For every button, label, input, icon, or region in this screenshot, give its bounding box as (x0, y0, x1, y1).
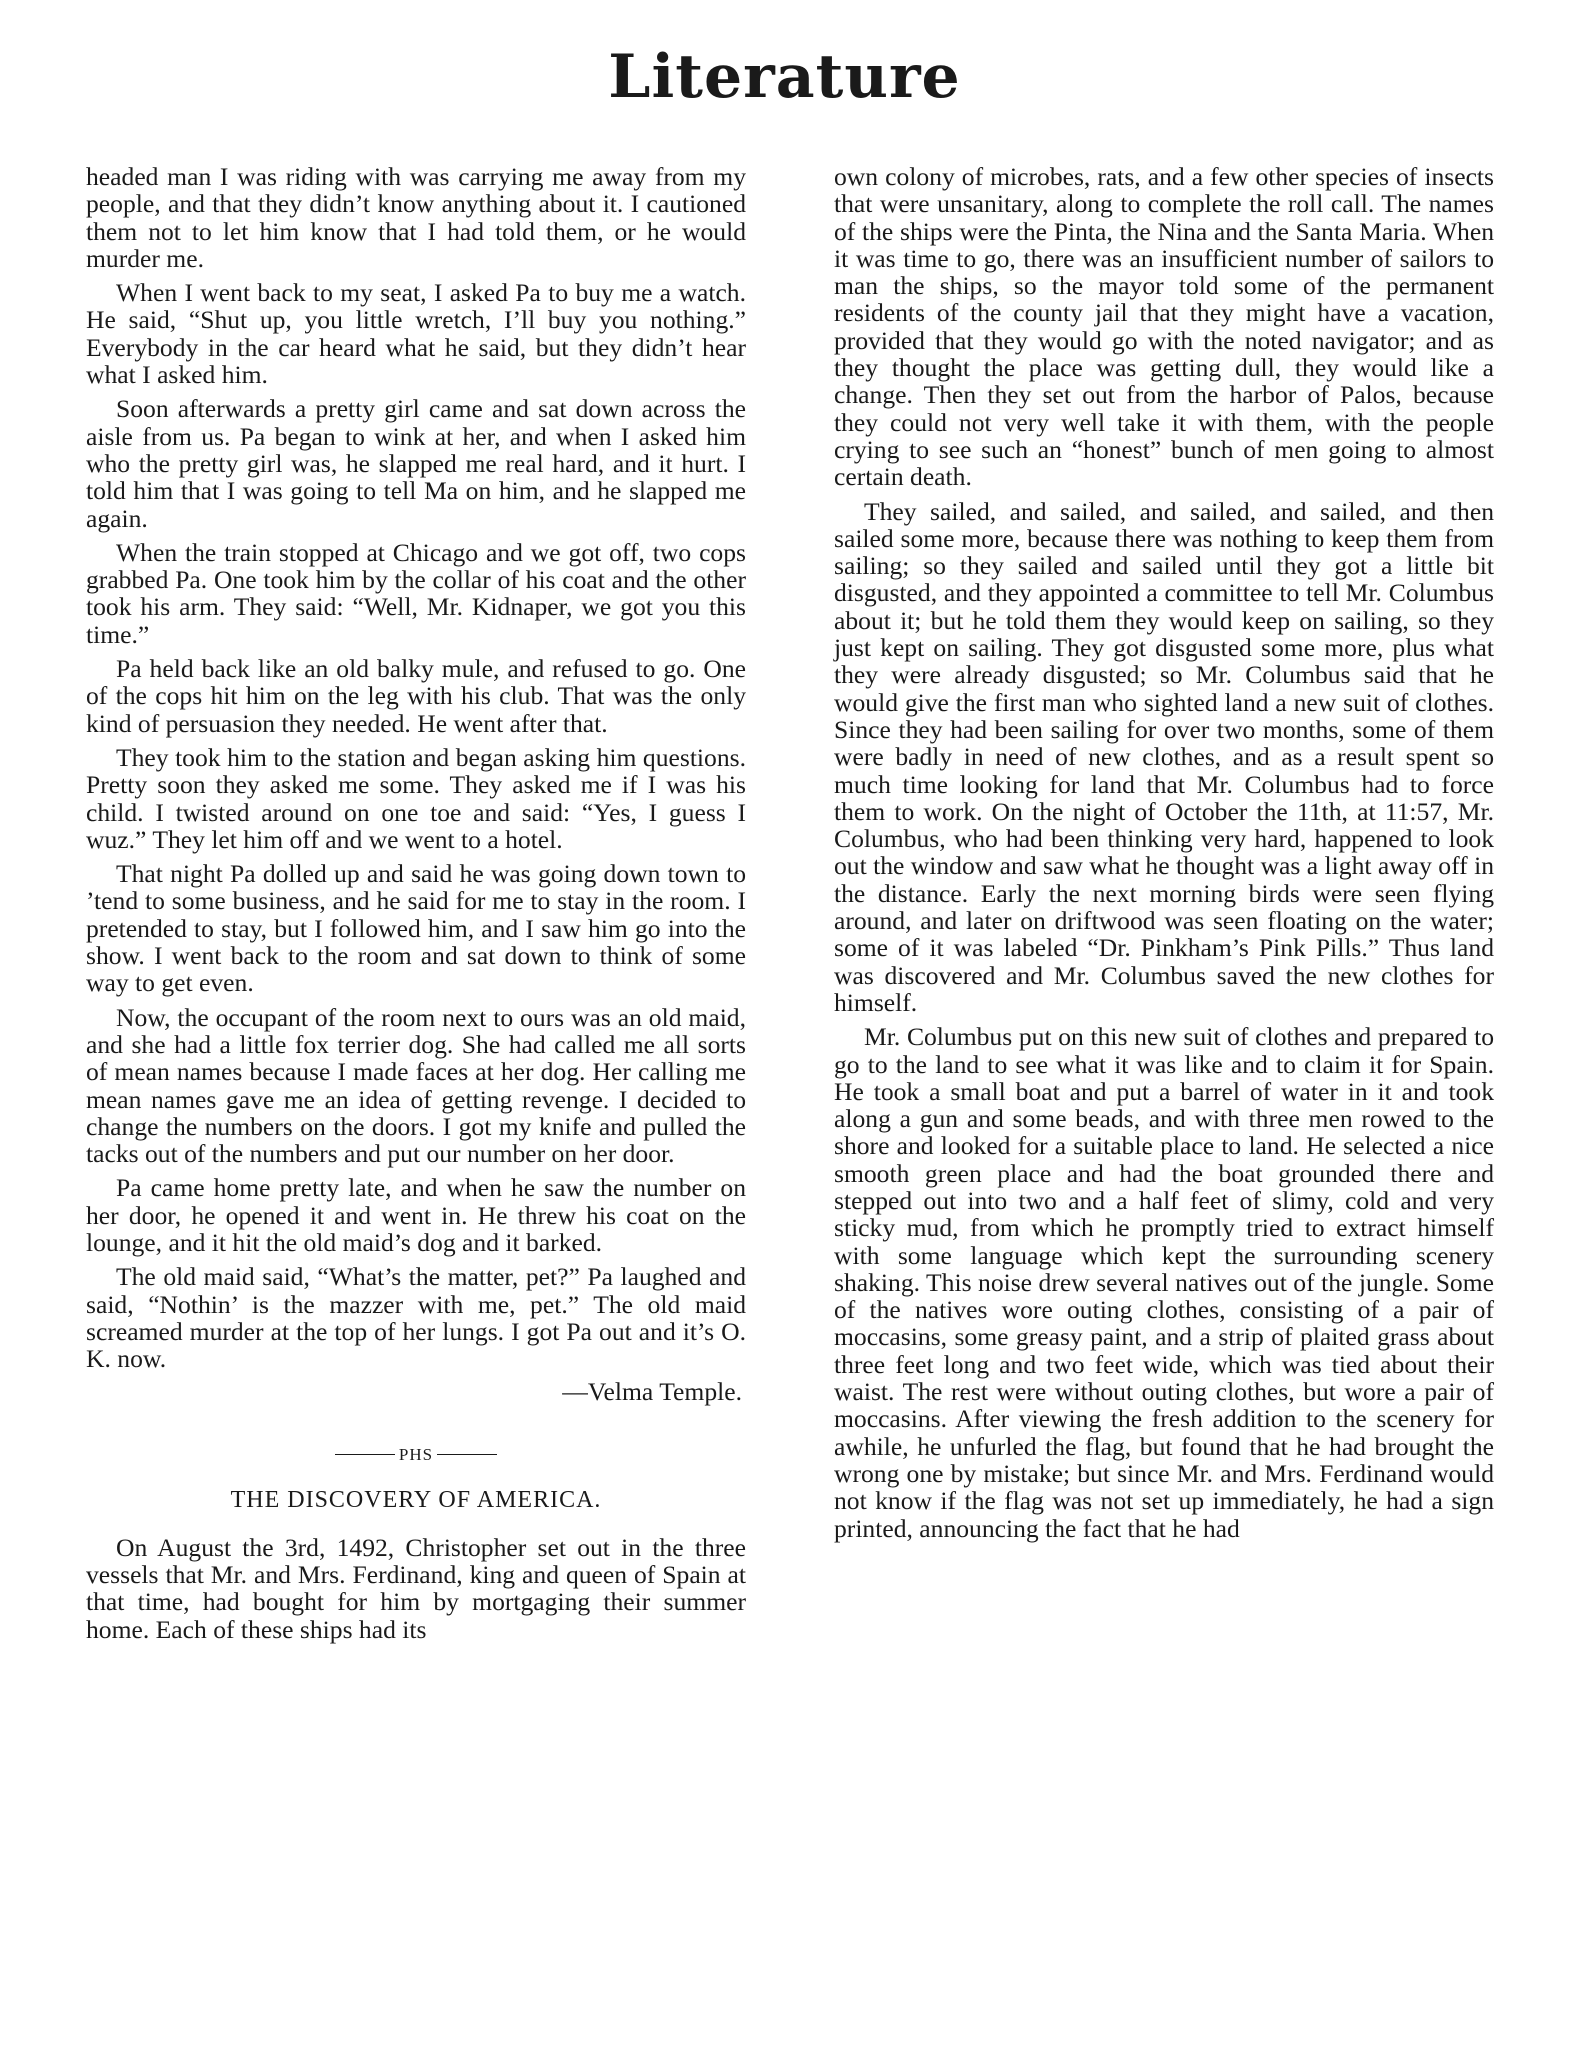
separator-rule-right (437, 1454, 497, 1455)
separator-label: PHS (398, 1445, 434, 1465)
left-column (86, 163, 746, 1650)
paragraph: own colony of microbes, rats, and a few other species of insects that were unsanitary, along to complete the roll call. The names of the ships were the Pinta, the Nina and the Santa Maria. When it was time to go, there was an insufficient number of sailors to man the ships, so the mayor told some of the permanent residents of the county jail that they might have a vacation, provided that they would go with the noted navigator; and as they thought the place was getting dull, they would like a change. Then they set out from the harbor of Palos, because they could not very well take it with them, with the people crying to see such an “honest” bunch of men going to almost certain death. (834, 162, 1494, 492)
paragraph: Soon afterwards a pretty girl came and sat down across the aisle from us. Pa began to wink at her, and when I asked him who the pretty girl was, he slapped me real hard, and it hurt. I told him that I was going to tell Ma on him, and he slapped me again. (86, 394, 746, 533)
paragraph: On August the 3rd, 1492, Christopher set out in the three vessels that Mr. and Mrs. Ferdinand, king and queen of Spain at that time, had bought for him by mortgaging their summer home. Each of these ships had its (86, 1532, 746, 1644)
paragraph: Now, the occupant of the room next to ours was an old maid, and she had a little fox terrier dog. She had called me all sorts of mean names because I made faces at her dog. Her calling me mean names gave me an idea of getting revenge. I decided to change the numbers on the doors. I got my knife and pulled the tacks out of the numbers and put our number on her door. (86, 1002, 746, 1169)
paragraph: They sailed, and sailed, and sailed, and sailed, and then sailed some more, because there was nothing to keep them from sailing; so they sailed and sailed until they got a little bit disgusted, and they appointed a committee to tell Mr. Columbus about it; but he told them they would keep on sailing, so they just kept on sailing. They got disgusted some more, plus what they were already disgusted; so Mr. Columbus said that he would give the first man who sighted land a new suit of clothes. Since they had been sailing for over two months, some of them were badly in need of new clothes, and as a result spent so much time looking for land that Mr. Columbus had to force them to work. On the night of October the 11th, at 11:57, Mr. Columbus, who had been thinking very hard, happened to look out the window and saw what he thought was a light away off in the distance. Early the next morning birds were seen flying around, and later on driftwood was seen floating on the water; some of it was labeled “Dr. Pinkham’s Pink Pills.” Thus land was discovered and Mr. Columbus saved the new clothes for himself. (834, 496, 1494, 1017)
paragraph: Pa came home pretty late, and when he saw the number on her door, he opened it and went in. He threw his coat on the lounge, and it hit the old maid’s dog and it barked. (86, 1173, 746, 1257)
paragraph: The old maid said, “What’s the matter, pet?” Pa laughed and said, “Nothin’ is the mazzer with me, pet.” The old maid screamed murder at the top of her lungs. I got Pa out and it’s O. K. now. (86, 1262, 746, 1374)
section-heading: THE DISCOVERY OF AMERICA. (230, 1486, 602, 1513)
right-column (834, 163, 1494, 1549)
paragraph: When I went back to my seat, I asked Pa to buy me a watch. He said, “Shut up, you little wretch, I’ll buy you nothing.” Everybody in the car heard what he said, but they didn’t hear what I asked him. (86, 278, 746, 390)
paragraph: Pa held back like an old balky mule, and refused to go. One of the cops hit him on the leg with his club. That was the only kind of persuasion they needed. He went after that. (86, 654, 746, 738)
page-title: Literature (608, 42, 961, 112)
paragraph: That night Pa dolled up and said he was going down town to ’tend to some business, and he said for me to stay in the room. I pretended to stay, but I followed him, and I saw him go into the show. I went back to the room and sat down to think of some way to get even. (86, 859, 746, 998)
section-separator (86, 1440, 746, 1469)
separator-rule-left (335, 1454, 395, 1455)
author-signature: —Velma Temple. (562, 1377, 742, 1407)
paragraph: They took him to the station and began asking him questions. Pretty soon they asked me some. They asked me if I was his child. I twisted around on one toe and said: “Yes, I guess I wuz.” They let him off and we went to a hotel. (86, 742, 746, 854)
paragraph: Mr. Columbus put on this new suit of clothes and prepared to go to the land to see what it was like and to claim it for Spain. He took a small boat and put a barrel of water in it and took along a gun and some beads, and with three men rowed to the shore and looked for a suitable place to land. He selected a nice smooth green place and had the boat grounded there and stepped out into two and a half feet of slimy, cold and very sticky mud, from which he promptly tried to extract himself with some language which kept the surrounding scenery shaking. This noise drew several natives out of the jungle. Some of the natives wore outing clothes, consisting of a pair of moccasins, some greasy paint, and a strip of plaited grass about three feet long and two feet wide, which was tied about their waist. The rest were without outing clothes, but wore a pair of moccasins. After viewing the fresh addition to the scenery for awhile, he unfurled the flag, but found that he had brought the wrong one by mistake; but since Mr. and Mrs. Ferdinand would not know if the flag was not set up immediately, he had a sign printed, announcing the fact that he had (834, 1022, 1494, 1543)
paragraph: headed man I was riding with was carrying me away from my people, and that they didn’t know anything about it. I cautioned them not to let him know that I had told them, or he would murder me. (86, 162, 746, 273)
paragraph: When the train stopped at Chicago and we got off, two cops grabbed Pa. One took him by the collar of his coat and the other took his arm. They said: “Well, Mr. Kidnaper, we got you this time.” (86, 537, 746, 649)
